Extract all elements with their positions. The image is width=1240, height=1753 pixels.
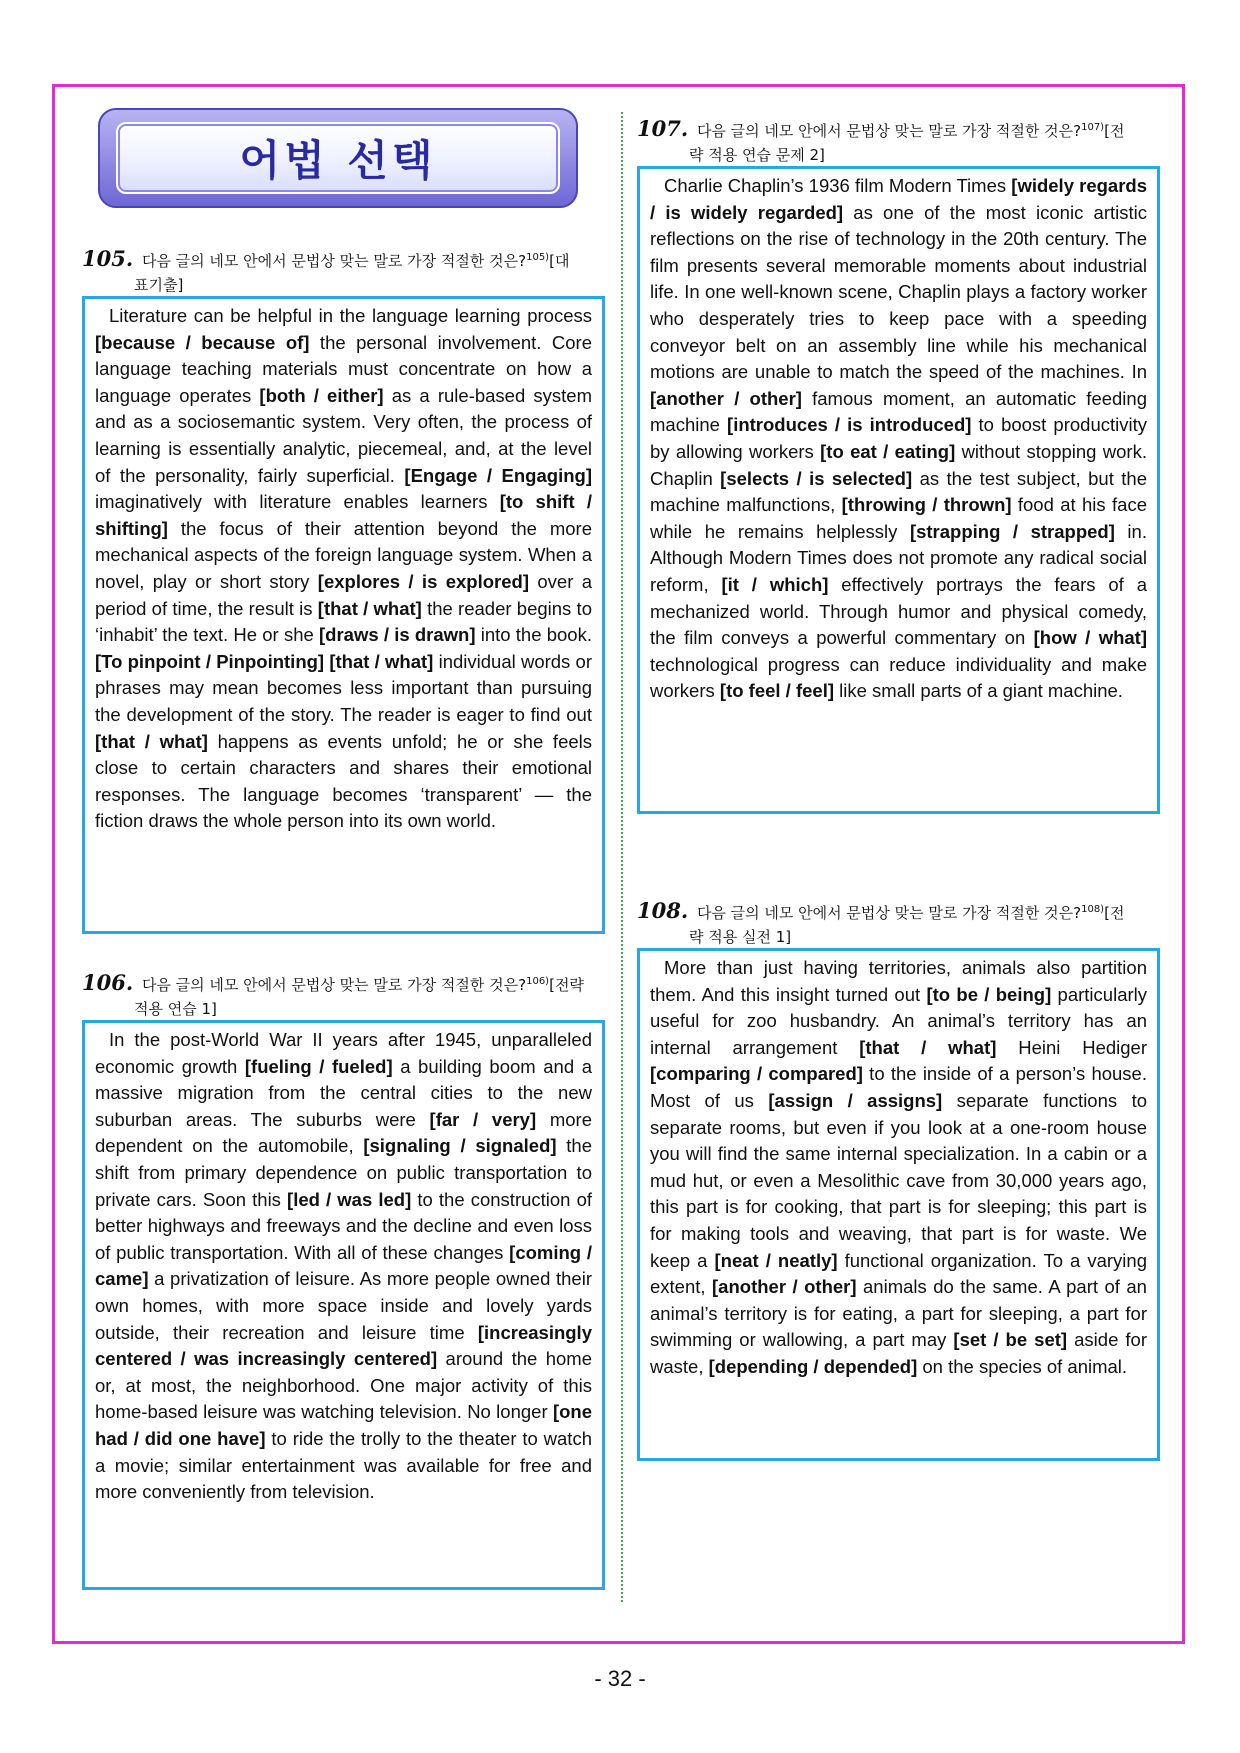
question-source: [전략 — [549, 976, 584, 994]
grammar-choice: [led / was led] — [287, 1188, 412, 1210]
passage-segment: to boost productivity by allowing workers — [650, 414, 1147, 462]
passage-segment: food at his face while he remains helplessly — [650, 494, 1147, 542]
passage-segment: the shift from primary dependence on public transportation to private cars. Soon this — [95, 1135, 592, 1210]
question-ref: 108) — [1081, 904, 1105, 915]
passage-segment: to the construction of better highways and freeways and the decline and even loss of public transportation. With all of these changes — [95, 1188, 593, 1263]
passage-segment: More than just having territories, animals also partition them. And this insight turned out — [650, 957, 1147, 1005]
grammar-choice: [signaling / signaled] — [363, 1135, 557, 1157]
question-instruction: 다음 글의 네모 안에서 문법상 맞는 말로 가장 적절한 것은? — [141, 976, 527, 994]
question-source-cont: 략 적용 실전 1] — [689, 928, 792, 946]
passage-box-106 — [82, 1020, 605, 1590]
grammar-choice: [depending / depended] — [708, 1355, 918, 1377]
passage-segment: imaginatively with literature enables learners — [95, 491, 500, 513]
grammar-choice: [neat / neatly] — [714, 1249, 838, 1271]
grammar-choice: [increasingly centered / was increasingly centered] — [95, 1321, 592, 1370]
question-ref: 105) — [526, 252, 550, 263]
grammar-choice: [far / very] — [429, 1108, 537, 1130]
passage-segment: Charlie Chaplin’s 1936 film Modern Times — [664, 175, 1012, 196]
grammar-choice: [how / what] — [1033, 627, 1148, 649]
grammar-choice: [because / because of] — [95, 331, 310, 353]
passage-segment: on the species of animal. — [917, 1355, 1128, 1377]
question-source-cont: 표기출] — [134, 276, 184, 294]
question-instruction: 다음 글의 네모 안에서 문법상 맞는 말로 가장 적절한 것은? — [141, 252, 527, 270]
grammar-choice: [set / be set] — [953, 1329, 1068, 1351]
grammar-choice: [throwing / thrown] — [841, 494, 1012, 516]
passage-segment: technological progress can reduce individuality and make workers — [650, 653, 1147, 702]
passage-text — [95, 1027, 592, 1506]
passage-segment: famous moment, an automatic feeding machine — [650, 387, 1147, 436]
question-source-cont: 적용 연습 1] — [134, 1000, 217, 1018]
page-number: - 32 - — [594, 1666, 646, 1691]
grammar-choice: [both / either] — [259, 384, 384, 406]
passage-segment: as one of the most iconic artistic reflections on the rise of technology in the 20th century. The film presents several memorable moments about industrial life. In one well-known scene, Chaplin plays a factory worker who desperately tries to keep pace with a speeding conveyor belt on an assembly line while his mechanical motions are unable to match the speed of the machines. In — [650, 201, 1147, 383]
section-title: 어법 선택 — [239, 136, 437, 185]
passage-segment: effectively portrays the fears of a mechanized world. Through humor and physical comedy, the film conveys a powerful commentary on — [650, 573, 1147, 649]
grammar-choice: [that / what] — [95, 730, 208, 752]
passage-segment: to ride the trolly to the theater to watch a movie; similar entertainment was available for free and more conveniently from television. — [95, 1427, 592, 1503]
passage-segment: individual words or phrases may mean becomes less important than pursuing the development of the story. The reader is eager to find out — [95, 650, 593, 725]
question-source: [대 — [549, 252, 570, 270]
grammar-choice: [To pinpoint / Pinpointing] — [95, 650, 325, 672]
passage-segment: a privatization of leisure. As more people owned their own homes, with more space inside and lovely yards outside, their recreation and leisure time — [95, 1268, 592, 1343]
grammar-choice: [that / what] — [329, 650, 434, 672]
grammar-choice: [to shift / shifting] — [95, 491, 592, 539]
grammar-choice: [that / what] — [859, 1036, 997, 1058]
passage-segment: around the home or, at most, the neighborhood. One major activity of this home-based leisure was watching television. No longer — [95, 1348, 592, 1423]
passage-segment: as the test subject, but the machine malfunctions, — [650, 467, 1147, 516]
passage-segment: like small parts of a giant machine. — [834, 680, 1123, 702]
grammar-choice: [one had / did one have] — [95, 1401, 592, 1449]
question-source: [전 — [1104, 122, 1125, 140]
question-number: 106. — [82, 970, 134, 995]
passage-segment: as a rule-based system and as a sociosemantic system. Very often, the process of learning is essentially analytic, piecemeal, and, at the level of the personality, fairly superficial. — [95, 384, 592, 486]
grammar-choice: [widely regards / is widely regarded] — [650, 175, 1148, 223]
grammar-choice: [strapping / strapped] — [909, 520, 1115, 542]
passage-segment: more dependent on the automobile, — [95, 1108, 592, 1157]
passage-segment: In the post-World War II years after 1945, unparalleled economic growth — [95, 1029, 592, 1077]
passage-segment: the focus of their attention beyond the more mechanical aspects of the foreign language system. When a novel, play or short story — [95, 517, 592, 592]
grammar-choice: [explores / is explored] — [317, 570, 529, 592]
passage-box-105 — [82, 296, 605, 934]
passage-text — [650, 173, 1147, 705]
passage-segment: happens as events unfold; he or she feels close to certain characters and shares their emotional responses. The language becomes ‘transparent’ — the fiction draws the whole person into its own world. — [95, 730, 593, 832]
passage-segment: Literature can be helpful in the language learning process — [109, 305, 592, 326]
question-number: 107. — [637, 116, 689, 141]
question-number: 108. — [637, 898, 689, 923]
grammar-choice: [fueling / fueled] — [244, 1055, 393, 1077]
grammar-choice: [selects / is selected] — [720, 467, 913, 489]
section-title-badge — [98, 108, 578, 208]
question-instruction: 다음 글의 네모 안에서 문법상 맞는 말로 가장 적절한 것은? — [696, 904, 1082, 922]
question-header-105 — [82, 246, 602, 297]
question-instruction: 다음 글의 네모 안에서 문법상 맞는 말로 가장 적절한 것은? — [696, 122, 1082, 140]
question-number: 105. — [82, 246, 134, 271]
passage-segment: animals do the same. A part of an animal’s territory is for eating, a part for sleeping, a part for swimming or wallowing, a part may — [650, 1276, 1147, 1351]
passage-segment: over a period of time, the result is — [95, 570, 593, 619]
grammar-choice: [draws / is drawn] — [319, 624, 476, 646]
grammar-choice: [comparing / compared] — [650, 1063, 863, 1085]
grammar-choice: [it / which] — [721, 573, 829, 595]
passage-segment: aside for waste, — [650, 1329, 1147, 1377]
question-source-cont: 략 적용 연습 문제 2] — [689, 146, 825, 164]
passage-segment: the reader begins to ‘inhabit’ the text. He or she — [95, 597, 592, 646]
passage-segment: the personal involvement. Core language teaching materials must concentrate on how a language operates — [95, 331, 592, 406]
grammar-choice: [another / other] — [650, 387, 802, 409]
passage-segment: Heini Hediger — [996, 1036, 1147, 1058]
grammar-choice: [Engage / Engaging] — [404, 464, 592, 486]
question-ref: 107) — [1081, 122, 1105, 133]
column-divider — [621, 112, 623, 1602]
passage-segment: into the book. — [475, 624, 592, 646]
question-header-106 — [82, 970, 602, 1021]
passage-segment: functional organization. To a varying extent, — [650, 1249, 1147, 1298]
question-header-108 — [637, 898, 1167, 949]
passage-segment: separate functions to separate rooms, but even if you look at a one-room house you will find the same internal specialization. In a cabin or a mud hut, or even a Mesolithic cave from 30,000 years ago, this part is for cooking, that part is for sleeping; this part is for making tools and weaving, that part is for waste. We keep a — [650, 1089, 1147, 1271]
passage-segment: a building boom and a massive migration from the central cities to the new suburban areas. The suburbs were — [95, 1055, 593, 1130]
passage-text — [95, 303, 592, 835]
grammar-choice: [to feel / feel] — [719, 680, 835, 702]
passage-segment: without stopping work. Chaplin — [650, 440, 1147, 489]
grammar-choice: [introduces / is introduced] — [727, 414, 972, 436]
grammar-choice: [to eat / eating] — [820, 440, 956, 462]
question-ref: 106) — [526, 976, 550, 987]
section-title-inner — [116, 122, 560, 194]
question-source: [전 — [1104, 904, 1125, 922]
passage-segment: particularly useful for zoo husbandry. An animal’s territory has an internal arrangement — [650, 983, 1148, 1058]
passage-box-108 — [637, 948, 1160, 1461]
grammar-choice: [another / other] — [712, 1276, 857, 1298]
passage-segment: to the inside of a person’s house. Most of us — [650, 1063, 1147, 1111]
passage-text — [650, 955, 1147, 1381]
grammar-choice: [to be / being] — [926, 983, 1052, 1005]
grammar-choice: [that / what] — [317, 597, 422, 619]
question-header-107 — [637, 116, 1167, 167]
grammar-choice: [coming / came] — [95, 1241, 592, 1290]
passage-box-107 — [637, 166, 1160, 814]
passage-segment: in. Although Modern Times does not promote any radical social reform, — [650, 520, 1147, 595]
grammar-choice: [assign / assigns] — [768, 1089, 943, 1111]
